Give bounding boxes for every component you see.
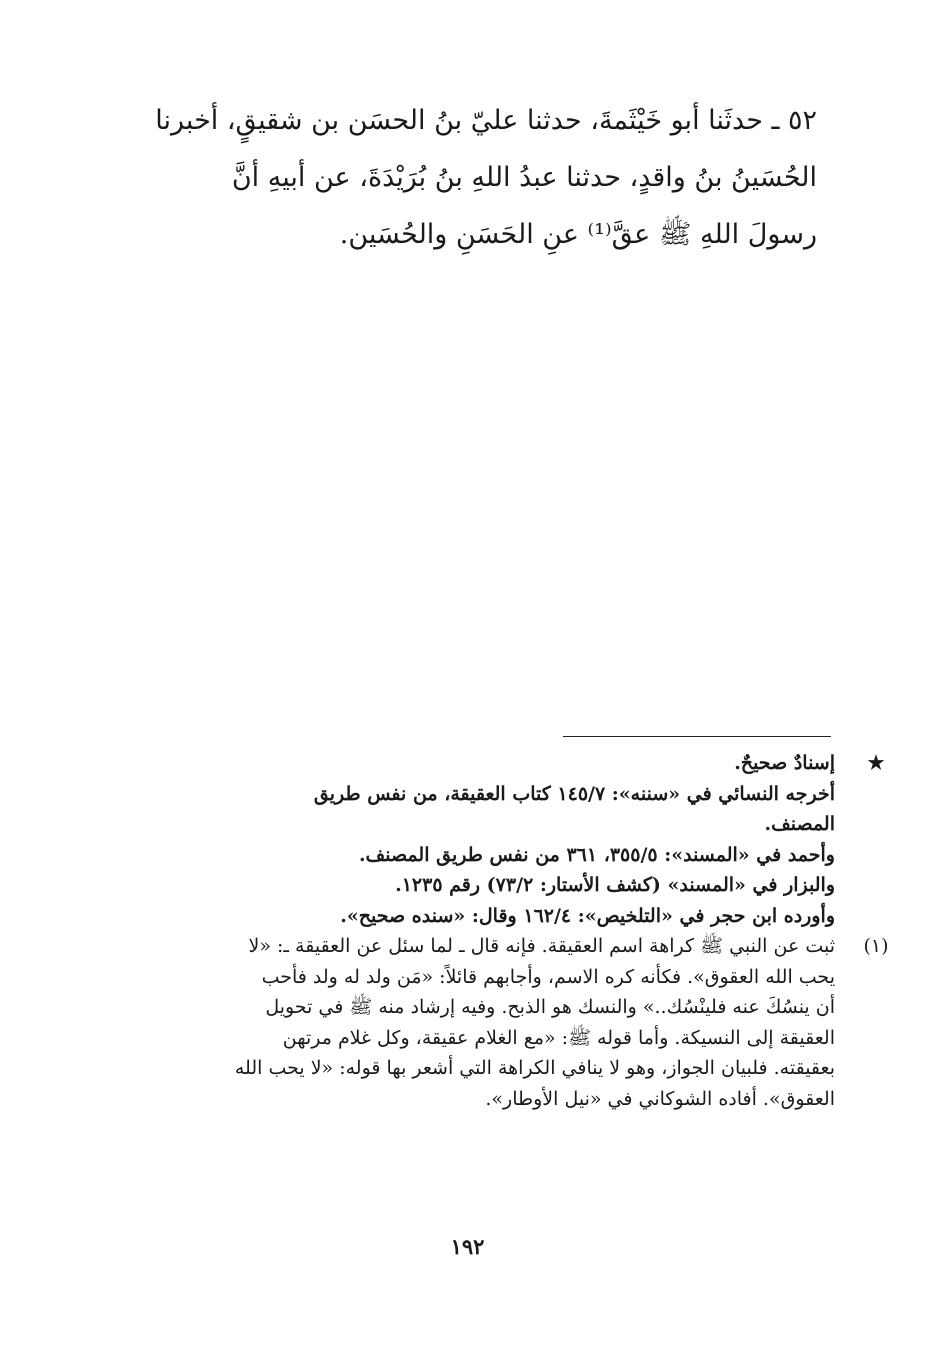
footnotes xyxy=(155,748,889,1114)
footnote-line: العقوق». أفاده الشوكاني في «نيل الأوطار». xyxy=(485,1087,835,1110)
star-marker: ★ xyxy=(867,752,885,774)
footnote-line: والبزار في «المسند» (كشف الأستار: ٧٣/٢) رقم ١٢٣٥. xyxy=(395,874,835,896)
footnote-line: وأورده ابن حجر في «التلخيص»: ١٦٢/٤ وقال: «سنده صحيح». xyxy=(340,904,835,927)
footnote-one xyxy=(155,931,889,1114)
footnote-line: ثبت عن النبي ﷺ كراهة اسم العقيقة. فإنه قال ـ لما سئل عن العقيقة ـ: «لا xyxy=(248,935,835,957)
footnote-line: أخرجه النسائي في «سننه»: ١٤٥/٧ كتاب العقيقة، من نفس طريق xyxy=(313,782,835,805)
footnote-line: يحب الله العقوق». فكأنه كره الاسم، وأجابهم قائلاً: «مَن ولد له ولد فأحب xyxy=(261,965,835,988)
footnote-star xyxy=(155,748,885,931)
footnote-line: العقيقة إلى النسيكة. وأما قوله ﷺ: «مع الغلام عقيقة، وكل غلام مرتهن xyxy=(282,1026,835,1049)
hadith-line: ٥٢ ـ حدثَنا أبو خَيْثَمةَ، حدثنا عليّ بنُ الحسَن بن شقيقٍ، أخبرنا xyxy=(155,105,817,136)
hadith-text xyxy=(117,92,817,263)
footnote-line: إسنادٌ صحيحٌ. xyxy=(734,752,835,774)
footnote-divider xyxy=(563,736,831,737)
footnote-line: أن ينسُكَ عنه فلينْسُك..» والنسك هو الذبح. وفيه إرشاد منه ﷺ في تحويل xyxy=(265,996,835,1018)
footnote-number-marker: (١) xyxy=(863,935,889,957)
hadith-line: رسولَ اللهِ ﷺ عقَّ⁽¹⁾ عنِ الحَسَنِ والحُسَين. xyxy=(339,219,817,250)
footnote-line: وأحمد في «المسند»: ٣٥٥/٥، ٣٦١ من نفس طريق المصنف. xyxy=(358,843,835,866)
page-number: ١٩٢ xyxy=(450,1234,485,1259)
footnote-line: بعقيقته. فلبيان الجواز، وهو لا ينافي الكراهة التي أشعر بها قوله: «لا يحب الله xyxy=(234,1057,835,1079)
hadith-line: الحُسَينُ بنُ واقدٍ، حدثنا عبدُ اللهِ بنُ بُرَيْدَةَ، عن أبيهِ أنَّ xyxy=(231,162,817,193)
footnote-line: المصنف. xyxy=(764,813,835,835)
